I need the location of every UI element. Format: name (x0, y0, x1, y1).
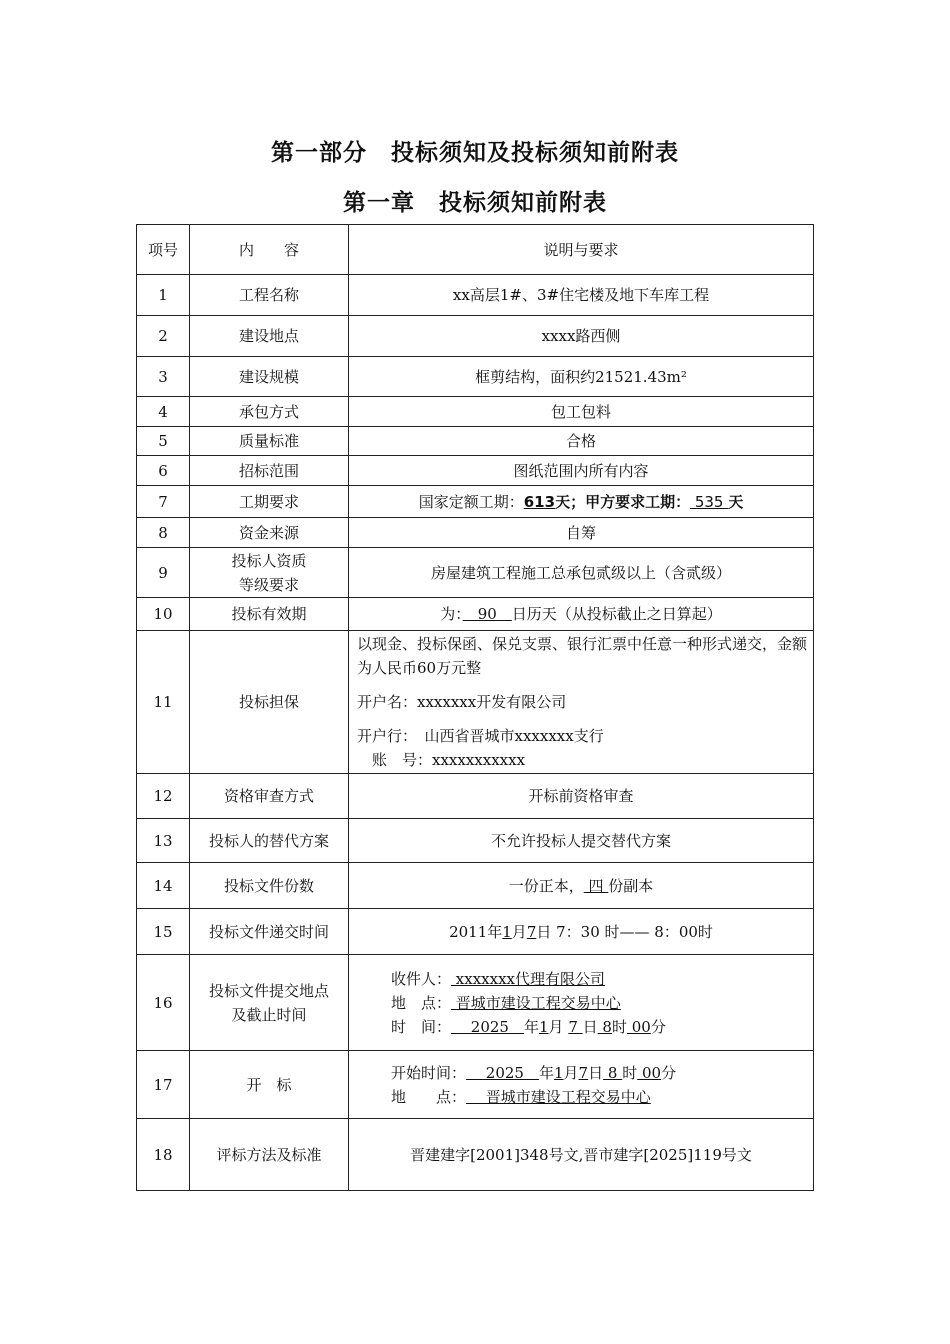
opening-location-line (391, 1085, 807, 1109)
deadline-year: 2025 (451, 1017, 524, 1036)
chapter-title: 第一章 投标须知前附表 (343, 190, 607, 216)
header-no: 项号 (137, 225, 190, 275)
table-row (137, 774, 814, 819)
row-desc: 框剪结构，面积约21521.43m² (349, 357, 814, 397)
opening-minute: 00 (637, 1063, 662, 1082)
table-row (137, 456, 814, 486)
part-title: 第一部分 投标须知及投标须知前附表 (271, 140, 679, 166)
table-row (137, 518, 814, 548)
hour-unit: 时 (622, 1063, 638, 1082)
row-no: 2 (137, 316, 190, 357)
guarantee-forms: 以现金、投标保函、保兑支票、银行汇票中任意一种形式递交，金额为人民币60万元整 (357, 635, 808, 677)
row-desc: 自筹 (349, 518, 814, 548)
location-line (391, 991, 807, 1015)
table-row (137, 1119, 814, 1191)
row-no: 18 (137, 1119, 190, 1191)
header-content: 内 容 (190, 225, 349, 275)
opening-time-label: 开始时间： (391, 1063, 467, 1082)
row-no: 7 (137, 486, 190, 518)
opening-location-value: 晋城市建设工程交易中心 (466, 1087, 651, 1106)
row-no: 15 (137, 909, 190, 955)
row-desc: 合格 (349, 427, 814, 456)
row-item: 建设规模 (190, 357, 349, 397)
copies-prefix: 一份正本， (508, 876, 584, 895)
table-row (137, 955, 814, 1051)
row-no: 12 (137, 774, 190, 819)
hour-unit: 时 (611, 1017, 627, 1036)
row-item: 资格审查方式 (190, 774, 349, 819)
row-desc (349, 631, 814, 774)
deadline-line (391, 1015, 807, 1039)
day-unit: 日 (582, 1017, 598, 1036)
day-unit: 日 (588, 1063, 604, 1082)
row-item: 投标人的替代方案 (190, 819, 349, 863)
row-desc: xxxx路西侧 (349, 316, 814, 357)
row-no: 11 (137, 631, 190, 774)
submit-time: 日 7：30 时—— 8：00时 (536, 922, 713, 941)
account-name: 开户名：xxxxxxx开发有限公司 (357, 693, 567, 711)
row-no: 13 (137, 819, 190, 863)
quota-days: 613 (523, 492, 556, 511)
table-row (137, 1051, 814, 1119)
validity-prefix: 为： (440, 605, 463, 623)
table-row (137, 316, 814, 357)
row-item: 招标范围 (190, 456, 349, 486)
account-bank: 开户行： 山西省晋城市xxxxxxx支行 (357, 727, 604, 745)
year-unit: 年 (523, 1017, 539, 1036)
row-no: 8 (137, 518, 190, 548)
table-row (137, 397, 814, 427)
copies-suffix: 份副本 (608, 876, 654, 895)
row-no: 5 (137, 427, 190, 456)
row-desc: 房屋建筑工程施工总承包贰级以上（含贰级） (349, 548, 814, 598)
deadline-minute: 00 (626, 1017, 651, 1036)
table-row (137, 909, 814, 955)
row-item-line1: 投标人资质 (231, 551, 307, 570)
deadline-hour: 8 (597, 1017, 612, 1036)
row-item (190, 955, 349, 1051)
location-label: 地 点： (391, 993, 452, 1012)
row-desc (349, 598, 814, 631)
row-item: 承包方式 (190, 397, 349, 427)
row-no: 10 (137, 598, 190, 631)
row-desc: 晋建建字[2001]348号文,晋市建字[2025]119号文 (349, 1119, 814, 1191)
row-no: 9 (137, 548, 190, 598)
row-desc (349, 486, 814, 518)
opening-location-label: 地 点： (391, 1087, 467, 1106)
recipient-line (391, 967, 807, 991)
table-row (137, 486, 814, 518)
row-desc: 开标前资格审查 (349, 774, 814, 819)
row-item: 资金来源 (190, 518, 349, 548)
duration-mid: 天；甲方要求工期： (555, 492, 691, 511)
submit-year: 2011年 (449, 922, 503, 941)
row-desc: 不允许投标人提交替代方案 (349, 819, 814, 863)
row-no: 17 (137, 1051, 190, 1119)
duration-label: 国家定额工期： (418, 492, 524, 511)
account-number: 账 号：xxxxxxxxxxx (357, 751, 526, 769)
location-value: 晋城市建设工程交易中心 (451, 993, 621, 1012)
row-no: 14 (137, 863, 190, 909)
table-row (137, 548, 814, 598)
validity-days: 90 (462, 605, 512, 623)
opening-month: 1 (553, 1063, 564, 1082)
copies-count: 四 (583, 876, 609, 895)
required-days: 535 (690, 492, 729, 511)
table-row (137, 631, 814, 774)
month-unit: 月 (511, 922, 527, 941)
row-desc (349, 1051, 814, 1119)
row-item: 投标文件递交时间 (190, 909, 349, 955)
month-unit: 月 (548, 1017, 569, 1036)
header-desc: 说明与要求 (349, 225, 814, 275)
row-no: 16 (137, 955, 190, 1051)
row-item: 评标方法及标准 (190, 1119, 349, 1191)
row-item: 工期要求 (190, 486, 349, 518)
row-no: 1 (137, 275, 190, 316)
opening-year: 2025 (466, 1063, 539, 1082)
deadline-month: 1 (538, 1017, 549, 1036)
row-item-line2: 及截止时间 (231, 1005, 307, 1024)
month-unit: 月 (563, 1063, 579, 1082)
row-item: 开 标 (190, 1051, 349, 1119)
row-no: 3 (137, 357, 190, 397)
validity-suffix: 日历天（从投标截止之日算起） (511, 605, 722, 623)
row-item: 质量标准 (190, 427, 349, 456)
deadline-label: 时 间： (391, 1017, 452, 1036)
row-item: 投标担保 (190, 631, 349, 774)
row-item-line2: 等级要求 (238, 575, 299, 594)
table-row (137, 863, 814, 909)
row-desc (349, 909, 814, 955)
table-row (137, 357, 814, 397)
deadline-day: 7 (568, 1017, 583, 1036)
table-row (137, 598, 814, 631)
recipient-label: 收件人： (391, 969, 452, 988)
year-unit: 年 (538, 1063, 554, 1082)
row-desc (349, 863, 814, 909)
row-item: 投标有效期 (190, 598, 349, 631)
table-row (137, 427, 814, 456)
row-item: 投标文件份数 (190, 863, 349, 909)
row-desc: xx高层1#、3#住宅楼及地下车库工程 (349, 275, 814, 316)
table-header-row (137, 225, 814, 275)
row-desc (349, 955, 814, 1051)
opening-hour: 8 (603, 1063, 623, 1082)
row-item: 工程名称 (190, 275, 349, 316)
row-item: 建设地点 (190, 316, 349, 357)
submit-day: 7 (526, 922, 537, 941)
table-row (137, 819, 814, 863)
recipient-value: xxxxxxx代理有限公司 (451, 969, 606, 988)
row-desc: 包工包料 (349, 397, 814, 427)
row-item (190, 548, 349, 598)
opening-time-line (391, 1061, 807, 1085)
table-row (137, 275, 814, 316)
bid-instructions-table (136, 224, 814, 1191)
row-no: 6 (137, 456, 190, 486)
minute-unit: 分 (661, 1063, 677, 1082)
row-no: 4 (137, 397, 190, 427)
row-desc: 图纸范围内所有内容 (349, 456, 814, 486)
days-unit: 天 (728, 492, 744, 511)
submit-month: 1 (502, 922, 512, 941)
minute-unit: 分 (650, 1017, 666, 1036)
opening-day: 7 (578, 1063, 589, 1082)
row-item-line1: 投标文件提交地点 (208, 981, 329, 1000)
